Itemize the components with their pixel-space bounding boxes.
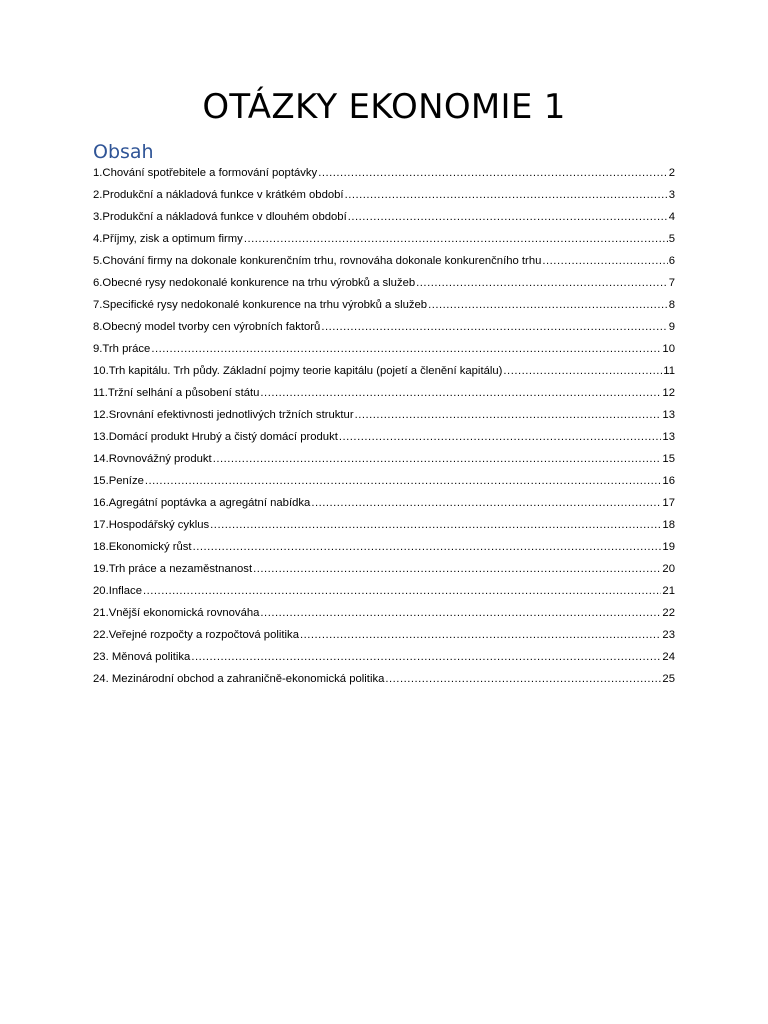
toc-dot-leader — [348, 208, 668, 226]
toc-entry-title: 14.Rovnovážný produkt — [93, 453, 212, 465]
toc-dot-leader — [428, 296, 668, 314]
toc-dot-leader — [143, 582, 661, 600]
toc-dot-leader — [145, 472, 662, 490]
toc-entry[interactable] — [93, 670, 675, 692]
toc-entry-page-number: 15 — [662, 453, 675, 465]
toc-dot-leader — [345, 186, 668, 204]
toc-entry[interactable] — [93, 582, 675, 604]
toc-dot-leader — [542, 252, 667, 270]
toc-entry-title: 15.Peníze — [93, 475, 144, 487]
toc-entry[interactable] — [93, 648, 675, 670]
toc-entry-title: 3.Produkční a nákladová funkce v dlouhém období — [93, 211, 347, 223]
toc-entry-page-number: 24 — [662, 651, 675, 663]
toc-entry[interactable] — [93, 252, 675, 274]
toc-entry[interactable] — [93, 450, 675, 472]
toc-entry-page-number: 6 — [668, 255, 675, 267]
toc-entry-title: 24. Mezinárodní obchod a zahraničně-ekonomická politika — [93, 673, 385, 685]
toc-entry[interactable] — [93, 230, 675, 252]
toc-entry[interactable] — [93, 604, 675, 626]
toc-entry-page-number: 23 — [662, 629, 675, 641]
toc-entry-title: 4.Příjmy, zisk a optimum firmy — [93, 233, 243, 245]
toc-heading: Obsah — [93, 141, 154, 163]
toc-entry-page-number: 17 — [662, 497, 675, 509]
toc-dot-leader — [300, 626, 661, 644]
toc-dot-leader — [253, 560, 661, 578]
toc-entry-title: 7.Specifické rysy nedokonalé konkurence na trhu výrobků a služeb — [93, 299, 428, 311]
toc-entry[interactable] — [93, 494, 675, 516]
toc-dot-leader — [151, 340, 661, 358]
toc-entry[interactable] — [93, 406, 675, 428]
toc-entry-title: 17.Hospodářský cyklus — [93, 519, 210, 531]
toc-entry-page-number: 7 — [668, 277, 675, 289]
toc-entry-page-number: 4 — [668, 211, 675, 223]
toc-entry-title: 12.Srovnání efektivnosti jednotlivých tržních struktur — [93, 409, 354, 421]
toc-entry-title: 2.Produkční a nákladová funkce v krátkém období — [93, 189, 344, 201]
toc-dot-leader — [503, 362, 662, 380]
toc-entry-title: 13.Domácí produkt Hrubý a čistý domácí produkt — [93, 431, 338, 443]
toc-entry[interactable] — [93, 384, 675, 406]
toc-entry-page-number: 9 — [668, 321, 675, 333]
toc-entry[interactable] — [93, 472, 675, 494]
toc-entry-title: 18.Ekonomický růst — [93, 541, 192, 553]
toc-dot-leader — [311, 494, 661, 512]
toc-entry-title: 22.Veřejné rozpočty a rozpočtová politika — [93, 629, 299, 641]
toc-entry-page-number: 13 — [662, 409, 675, 421]
toc-entry[interactable] — [93, 208, 675, 230]
toc-entry-title: 8.Obecný model tvorby cen výrobních faktorů — [93, 321, 321, 333]
toc-entry-title: 19.Trh práce a nezaměstnanost — [93, 563, 253, 575]
toc-entry-title: 6.Obecné rysy nedokonalé konkurence na trhu výrobků a služeb — [93, 277, 416, 289]
toc-dot-leader — [321, 318, 667, 336]
toc-entry[interactable] — [93, 538, 675, 560]
toc-entry-title: 9.Trh práce — [93, 343, 151, 355]
toc-entry-title: 21.Vnější ekonomická rovnováha — [93, 607, 260, 619]
toc-dot-leader — [213, 450, 662, 468]
toc-entry[interactable] — [93, 428, 675, 450]
toc-entry[interactable] — [93, 362, 675, 384]
toc-entry-page-number: 19 — [662, 541, 675, 553]
toc-entry-page-number: 20 — [662, 563, 675, 575]
toc-entry-page-number: 13 — [662, 431, 675, 443]
toc-entry-page-number: 16 — [662, 475, 675, 487]
toc-entry[interactable] — [93, 626, 675, 648]
toc-dot-leader — [193, 538, 662, 556]
toc-entry[interactable] — [93, 274, 675, 296]
toc-dot-leader — [260, 604, 661, 622]
table-of-contents — [93, 164, 675, 692]
toc-entry-page-number: 8 — [668, 299, 675, 311]
toc-dot-leader — [244, 230, 668, 248]
toc-entry[interactable] — [93, 516, 675, 538]
toc-entry[interactable] — [93, 296, 675, 318]
toc-entry-page-number: 10 — [662, 343, 675, 355]
document-title: OTÁZKY EKONOMIE 1 — [202, 87, 566, 127]
toc-entry-page-number: 11 — [663, 365, 675, 377]
toc-entry-title: 11.Tržní selhání a působení státu — [93, 387, 260, 399]
toc-entry-page-number: 5 — [668, 233, 675, 245]
toc-entry[interactable] — [93, 340, 675, 362]
toc-entry-page-number: 2 — [668, 167, 675, 179]
toc-entry-title: 10.Trh kapitálu. Trh půdy. Základní pojmy teorie kapitálu (pojetí a členění kapitálu) — [93, 365, 503, 377]
toc-entry[interactable] — [93, 560, 675, 582]
toc-entry[interactable] — [93, 186, 675, 208]
toc-entry[interactable] — [93, 318, 675, 340]
toc-dot-leader — [355, 406, 662, 424]
toc-entry-title: 5.Chování firmy na dokonale konkurenčním trhu, rovnováha dokonale konkurenčního trhu — [93, 255, 542, 267]
toc-entry-page-number: 18 — [662, 519, 675, 531]
toc-entry-title: 20.Inflace — [93, 585, 142, 597]
toc-dot-leader — [339, 428, 662, 446]
toc-entry[interactable] — [93, 164, 675, 186]
toc-entry-page-number: 21 — [662, 585, 675, 597]
toc-entry-page-number: 25 — [662, 673, 675, 685]
toc-entry-page-number: 12 — [662, 387, 675, 399]
toc-entry-title: 1.Chování spotřebitele a formování poptávky — [93, 167, 318, 179]
toc-dot-leader — [318, 164, 668, 182]
toc-dot-leader — [416, 274, 668, 292]
toc-dot-leader — [191, 648, 661, 666]
toc-dot-leader — [260, 384, 661, 402]
toc-entry-title: 23. Měnová politika — [93, 651, 191, 663]
toc-dot-leader — [210, 516, 661, 534]
toc-entry-title: 16.Agregátní poptávka a agregátní nabídka — [93, 497, 311, 509]
toc-dot-leader — [385, 670, 661, 688]
toc-entry-page-number: 3 — [668, 189, 675, 201]
toc-entry-page-number: 22 — [662, 607, 675, 619]
